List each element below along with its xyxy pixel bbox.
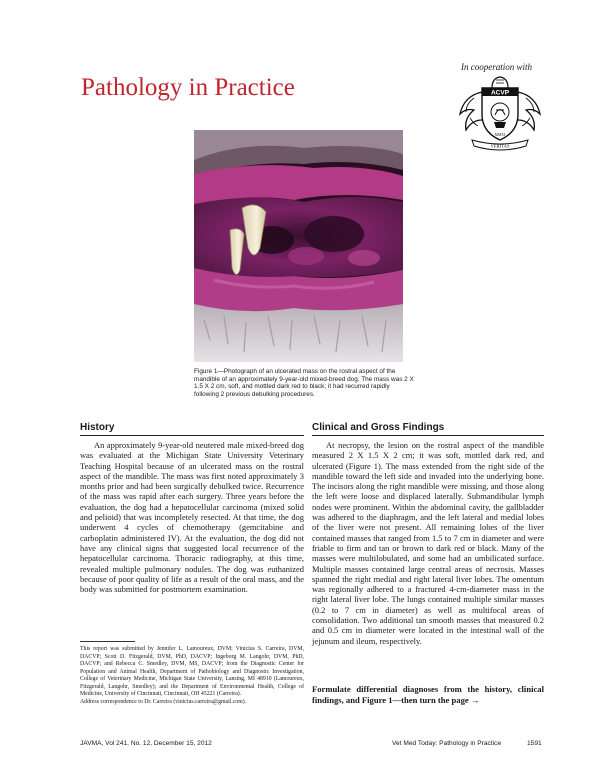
footer-citation: JAVMA, Vol 241, No. 12, December 15, 2012 (80, 740, 212, 747)
footnote-correspondence: Address correspondence to Dr. Carreira (vinicius.carreira@gmail.com). (80, 698, 247, 705)
history-paragraph: An approximately 9-year-old neutered male mixed-breed dog was evaluated at the Michigan State University Veterinary Teaching Hospital because of an ulcerated mass on the rostral aspect of the mandible. The mass was first noted approximately 3 months prior and had been surgically debulked twice. Recurrence of the mass was rapid after each surgery. Three years before the evaluation, the dog had a hepatocellular carcinoma (mixed solid and pelioid) that was incompletely resected. At that time, the dog underwent 4 cycles of chemotherapy (gemcitabine and carboplatin administered IV). At the evaluation, the dog did not have any clinical signs that suggested local recurrence of the hepatocellular carcinoma. Thoracic radiography, at this time, revealed multiple pulmonary nodules. The dog was euthanized because of poor quality of life as a result of the oral mass, and the body was submitted for postmortem examination. (80, 440, 304, 595)
cooperation-label: In cooperation with (461, 62, 532, 72)
logo-text-banner: MMXI (494, 133, 506, 137)
history-body (80, 440, 304, 594)
footer-section: Vet Med Today: Pathology in Practice (392, 740, 502, 747)
logo-text-top: ACVP (490, 89, 510, 97)
figure-1-photo (194, 130, 403, 362)
acvp-logo (452, 74, 548, 154)
figure-caption (194, 368, 416, 398)
logo-text-bottom: VERITAS (490, 143, 510, 149)
findings-heading: Clinical and Gross Findings (312, 422, 544, 436)
findings-paragraph: At necropsy, the lesion on the rostral aspect of the mandible measured 2 X 1.5 X 2 cm; it was soft, mottled dark red, and ulcerated (Figure 1). The mass extended from the right side of the mandible toward the left side and invaded into the underlying bone. The incisors along the right mandible were missing, and those along the left were loose and displaced laterally. Submandibular lymph nodes were prominent. Within the abdominal cavity, the gallbladder was adhered to the diaphragm, and the left lateral and medial lobes of the liver were not present. All remaining lobes of the liver contained masses that ranged from 1.5 to 7 cm in diameter and were friable to firm and tan or brown to dark red or black. Many of the masses were multilobulated, and some had an umbilicated surface. Multiple masses contained large central areas of necrosis. Masses spanned the right medial and right lateral liver lobes. The omentum was regionally adhered to a fractured 4-cm-diameter mass in the right lateral liver lobe. The lungs contained multiple similar masses (0.2 to 7 cm in diameter) as well as multifocal areas of consolidation. Two additional tan smooth masses that measured 0.2 and 0.5 cm in diameter were located in the intestinal wall of the jejunum and ileum, respectively. (312, 440, 544, 646)
diagnosis-prompt: Formulate differential diagnoses from the history, clinical findings, and Figure 1—then turn the page → (312, 684, 544, 705)
page-number: 1591 (527, 740, 542, 747)
footnote (80, 646, 304, 706)
footnote-submission: This report was submitted by Jennifer L. Lamoureux, DVM; Vinicius S. Carreira, DVM, DACVP; Scott D. Fitzgerald, DVM, PhD, DACVP; Ingeborg M. Langohr, DVM, PhD, DACVP; and Rebecca C. Smedley, DVM, MS, DACVP; from the Diagnostic Center for Population and Animal Health, Department of Pathobiology and Diagnostic Investigation, College of Veterinary Medicine, Michigan State University, Lansing, MI 48910 (Lamoureux, Fitzgerald, Langohr, Smedley); and the Department of Environmental Health, College of Medicine, University of Cincinnati, Cincinnati, OH 45221 (Carreira). (80, 646, 304, 698)
figure-caption-text: Figure 1—Photograph of an ulcerated mass on the rostral aspect of the mandible of an approximately 9-year-old mixed-breed dog. The mass was 2 X 1.5 X 2 cm, soft, and mottled dark red to black; it had recurred rapidly following 2 previous debulking procedures. (194, 368, 414, 398)
page-title: Pathology in Practice (81, 74, 295, 101)
history-heading: History (80, 422, 304, 436)
findings-body (312, 440, 544, 646)
footnote-rule (80, 641, 135, 642)
